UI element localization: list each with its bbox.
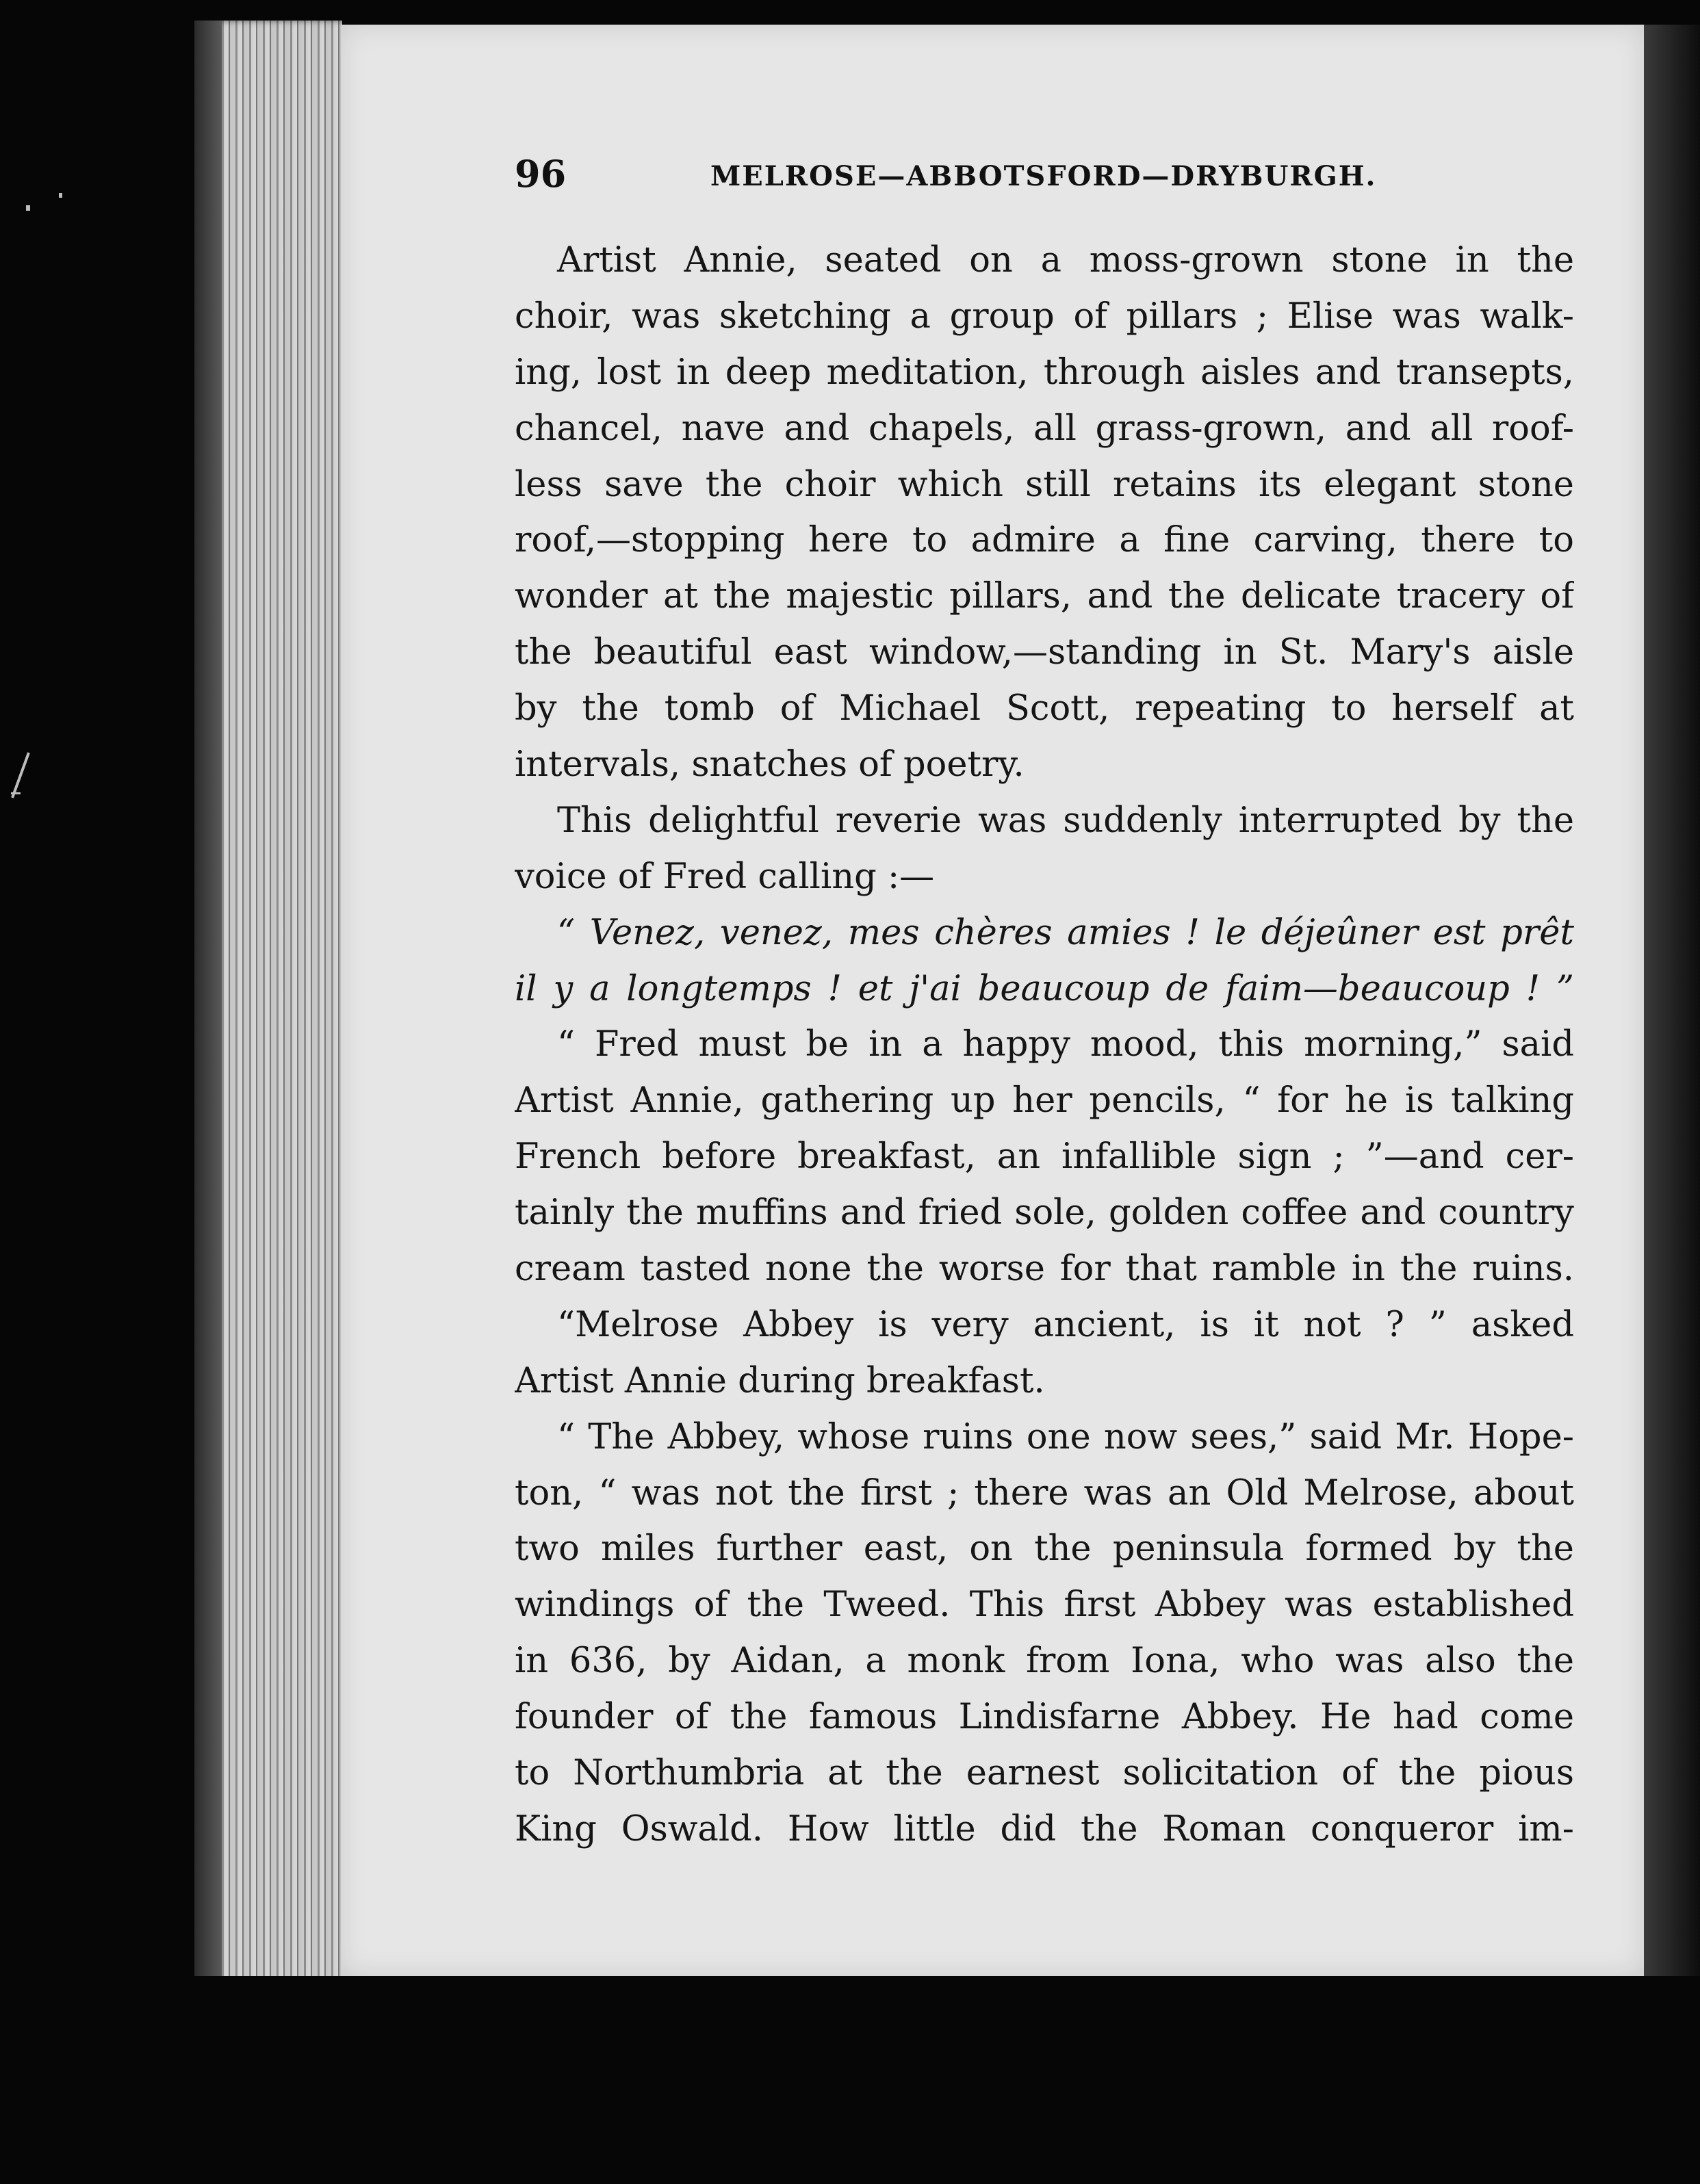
- text-line: Artist Annie, gathering up her pencils, “ for he is talking: [515, 1080, 1574, 1121]
- text-line: Artist Annie during breakfast.: [515, 1360, 1045, 1401]
- text-line: King Oswald. How little did the Roman conqueror im-: [515, 1808, 1574, 1849]
- margin-speck: [11, 752, 30, 798]
- running-head: MELROSE—ABBOTSFORD—DRYBURGH.: [710, 160, 1377, 192]
- text-line: French before breakfast, an infallible sign ; ”—and cer-: [515, 1136, 1574, 1178]
- text-line: “ The Abbey, whose ruins one now sees,” said Mr. Hope-: [557, 1416, 1574, 1457]
- margin-speck: [11, 792, 21, 794]
- text-line: intervals, snatches of poetry.: [515, 744, 1025, 785]
- text-line: “ Fred must be in a happy mood, this morning,” said: [557, 1024, 1574, 1065]
- text-line: This delightful reverie was suddenly interrupted by the: [557, 800, 1574, 841]
- text-line: Artist Annie, seated on a moss-grown stone in the: [557, 240, 1574, 281]
- text-line: ing, lost in deep meditation, through aisles and transepts,: [515, 352, 1574, 393]
- text-line: in 636, by Aidan, a monk from Iona, who was also the: [515, 1641, 1574, 1682]
- text-line: choir, was sketching a group of pillars ; Elise was walk-: [515, 296, 1574, 337]
- text-line: to Northumbria at the earnest solicitation of the pious: [515, 1753, 1574, 1794]
- text-line: less save the choir which still retains its elegant stone: [515, 464, 1574, 505]
- text-line: two miles further east, on the peninsula formed by the: [515, 1529, 1574, 1570]
- text-line: windings of the Tweed. This first Abbey was established: [515, 1585, 1574, 1626]
- text-line: ton, “ was not the first ; there was an Old Melrose, about: [515, 1472, 1574, 1513]
- text-line: roof,—stopping here to admire a fine carving, there to: [515, 520, 1574, 561]
- margin-speck: [26, 205, 30, 211]
- page-header: [515, 152, 1404, 200]
- text-line: voice of Fred calling :—: [515, 856, 935, 897]
- text-line: by the tomb of Michael Scott, repeating to herself at: [515, 688, 1574, 729]
- text-line: the beautiful east window,—standing in St. Mary's aisle: [515, 632, 1574, 673]
- text-line: founder of the famous Lindisfarne Abbey. He had come: [515, 1697, 1574, 1738]
- margin-speck: [59, 193, 62, 198]
- text-line: tainly the muffins and fried sole, golden coffee and country: [515, 1193, 1574, 1234]
- page-number: 96: [515, 152, 567, 196]
- book-spine-shadow: [194, 21, 222, 1984]
- text-line: “Melrose Abbey is very ancient, is it not ? ” asked: [557, 1304, 1574, 1345]
- text-line: wonder at the majestic pillars, and the delicate tracery of: [515, 576, 1574, 617]
- page-right-shadow: [1644, 25, 1700, 1976]
- text-line: chancel, nave and chapels, all grass-grown, and all roof-: [515, 408, 1574, 449]
- text-line-italic: il y a longtemps ! et j'ai beaucoup de faim—beaucoup ! ”: [515, 968, 1574, 1009]
- text-line: cream tasted none the worse for that ramble in the ruins.: [515, 1249, 1574, 1290]
- scan-bottom-border: [194, 1976, 1700, 2184]
- body-text: [515, 233, 1574, 1858]
- text-line-italic: “ Venez, venez, mes chères amies ! le déjeûner est prêt: [557, 912, 1574, 953]
